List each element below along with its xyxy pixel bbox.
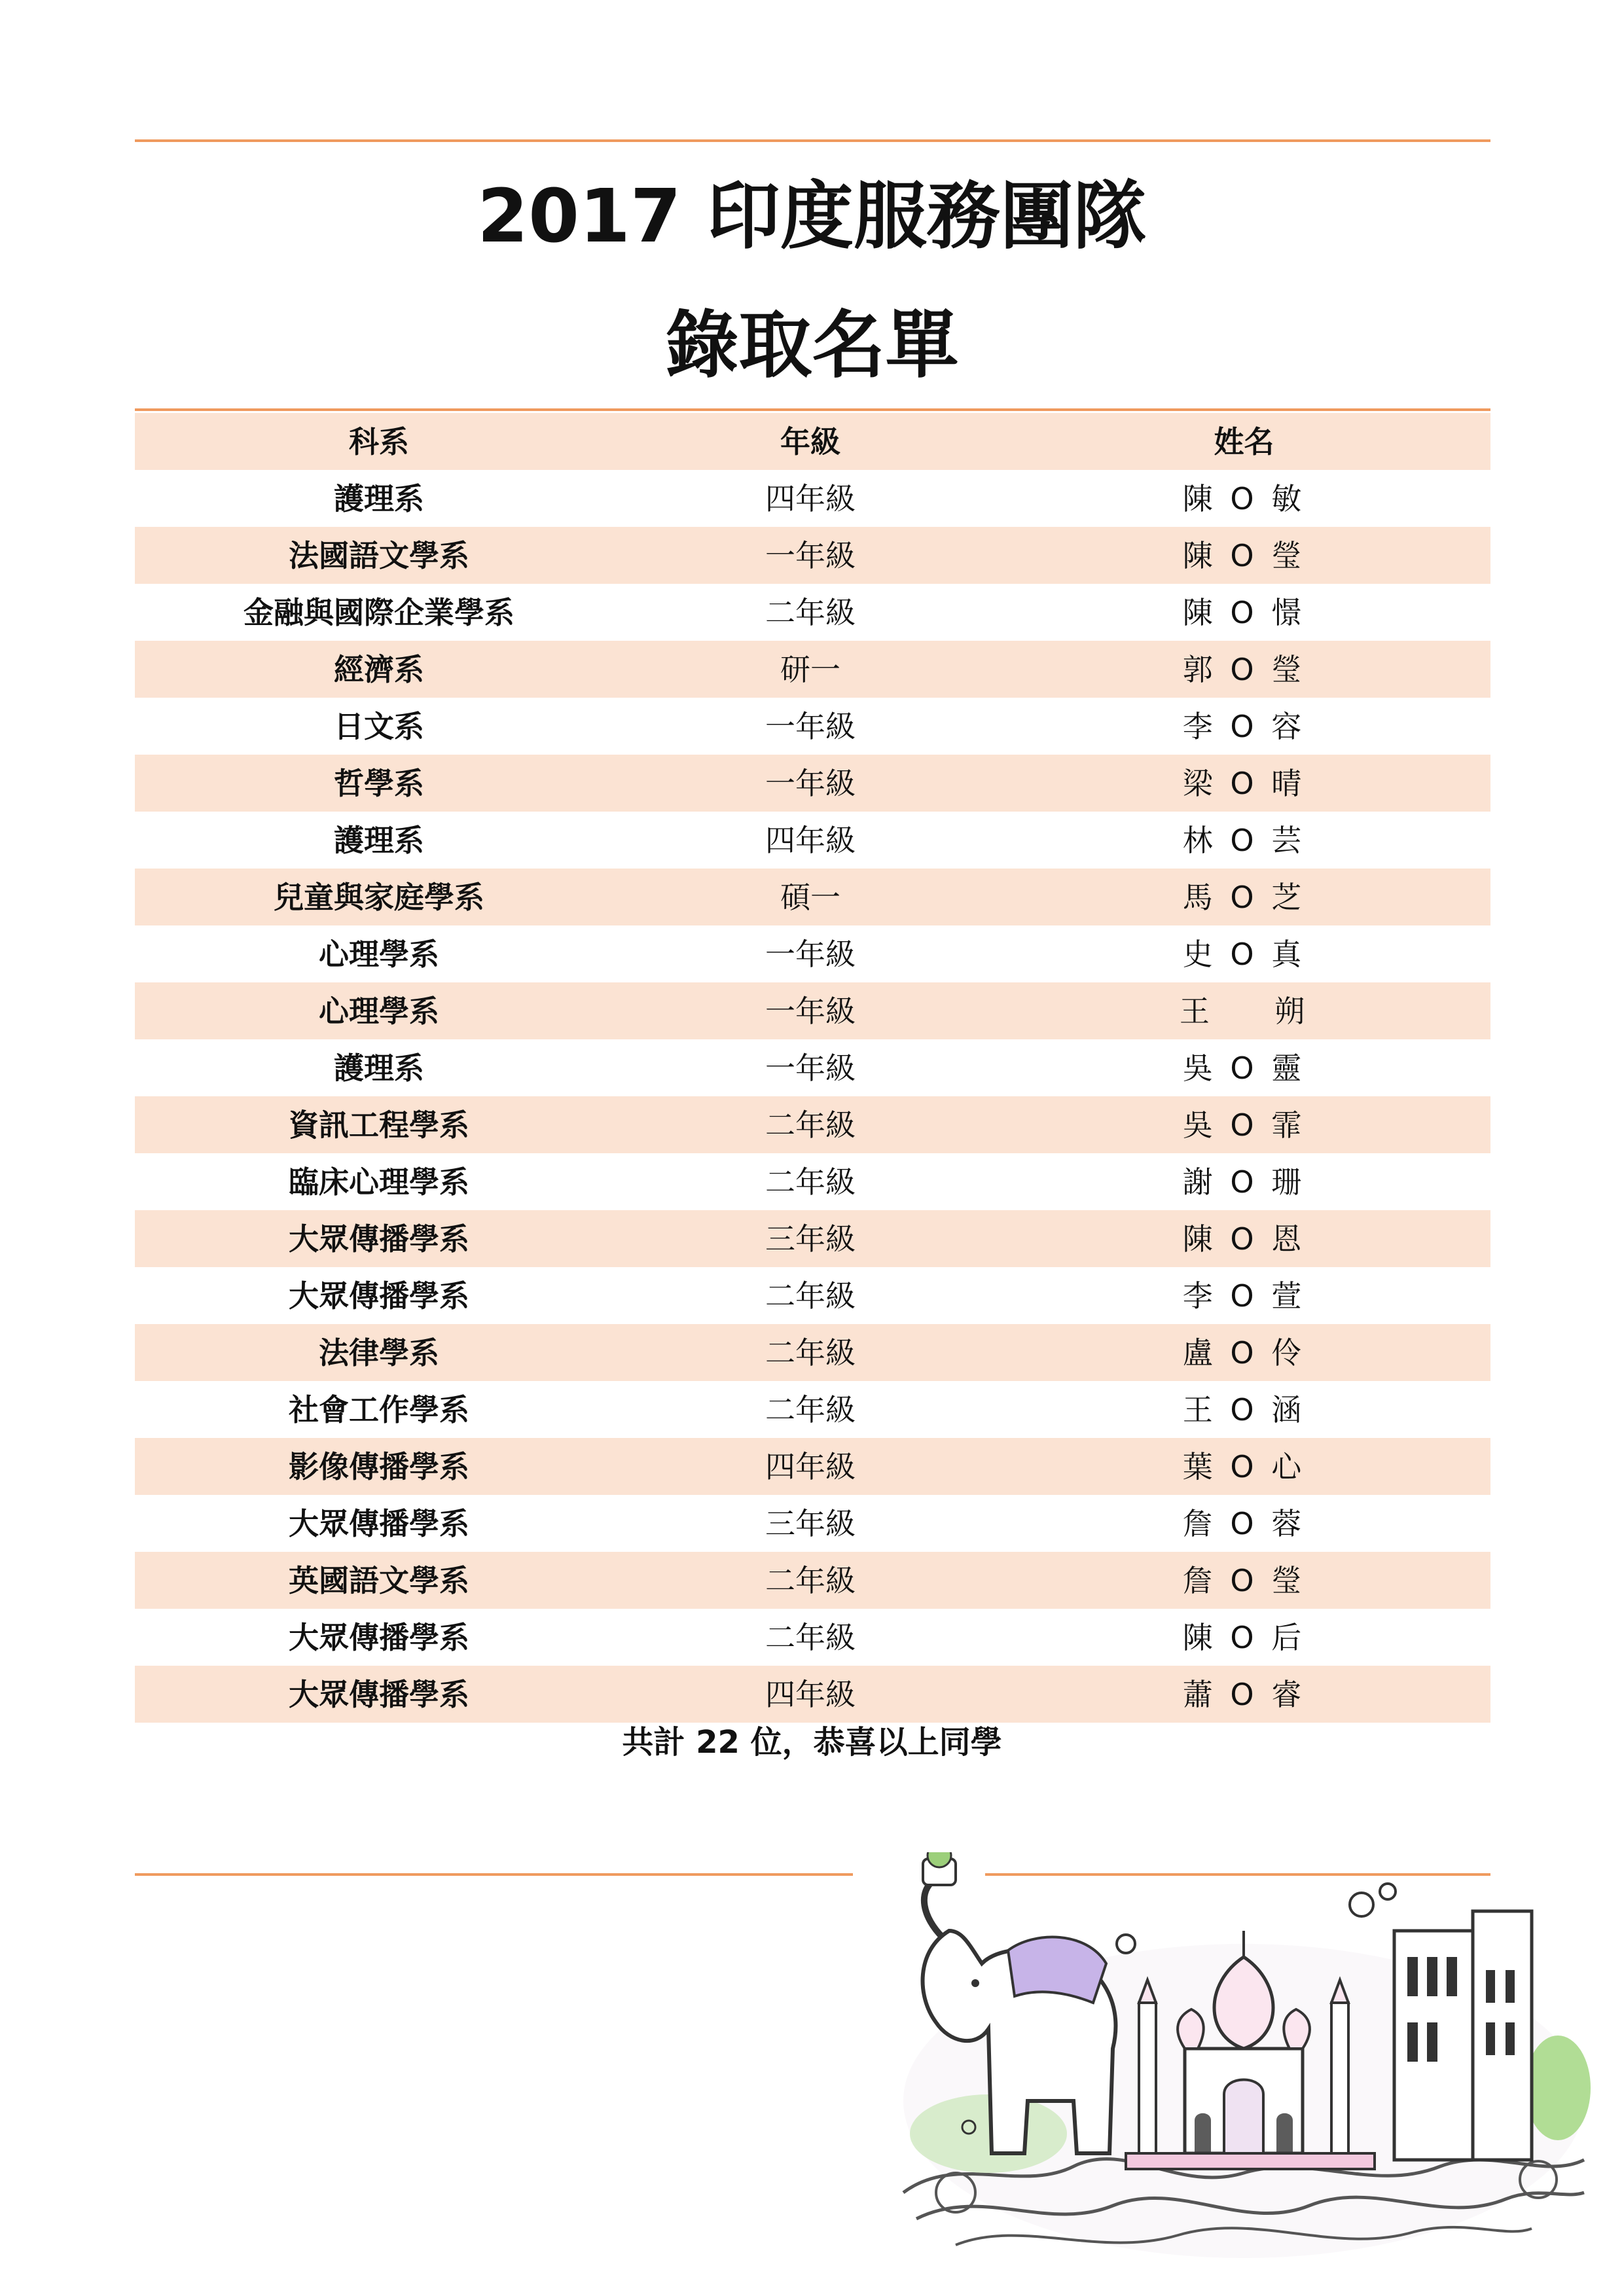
cell-department: 大眾傳播學系 xyxy=(289,1221,469,1257)
cell-department: 金融與國際企業學系 xyxy=(244,594,514,630)
table-row xyxy=(135,698,1490,755)
cell-grade: 二年級 xyxy=(765,1619,856,1655)
cell-name: 陳 O 瑩 xyxy=(1182,537,1306,573)
cell-grade: 二年級 xyxy=(765,1562,856,1598)
cell-name: 吳 O 霏 xyxy=(1182,1107,1306,1143)
cell-department: 臨床心理學系 xyxy=(289,1164,469,1200)
table-row xyxy=(135,527,1490,584)
table-row xyxy=(135,1552,1490,1609)
cell-department: 大眾傳播學系 xyxy=(289,1619,469,1655)
cell-name: 蕭 O 睿 xyxy=(1182,1676,1306,1712)
cell-grade: 二年級 xyxy=(765,1278,856,1314)
cell-grade: 一年級 xyxy=(765,708,856,744)
cell-name: 陳 O 恩 xyxy=(1182,1221,1306,1257)
cell-department: 大眾傳播學系 xyxy=(289,1676,469,1712)
cell-department: 日文系 xyxy=(334,708,424,744)
cell-name: 李 O 萱 xyxy=(1182,1278,1306,1314)
top-divider xyxy=(135,139,1490,142)
cell-department: 經濟系 xyxy=(334,651,424,687)
table-row xyxy=(135,641,1490,698)
table-top-divider xyxy=(135,408,1490,411)
cell-name: 葉 O 心 xyxy=(1182,1448,1306,1484)
cell-name: 陳 O 后 xyxy=(1182,1619,1306,1655)
cell-grade: 四年級 xyxy=(765,822,856,858)
table-row xyxy=(135,1039,1490,1096)
cell-grade: 一年級 xyxy=(765,993,856,1029)
cell-department: 資訊工程學系 xyxy=(289,1107,469,1143)
table-row xyxy=(135,584,1490,641)
cell-name: 陳 O 敏 xyxy=(1182,480,1306,516)
summary-text: 共計 22 位，恭喜以上同學 xyxy=(622,1724,1002,1761)
cell-grade: 二年級 xyxy=(765,594,856,630)
admission-table xyxy=(135,413,1490,1723)
cell-name: 郭 O 瑩 xyxy=(1182,651,1306,687)
page-title: 2017 印度服務團隊 xyxy=(477,174,1147,259)
table-row xyxy=(135,925,1490,982)
table-row xyxy=(135,1438,1490,1495)
table-row xyxy=(135,869,1490,925)
cell-department: 護理系 xyxy=(334,822,424,858)
cell-name: 吳 O 靈 xyxy=(1182,1050,1306,1086)
cell-department: 護理系 xyxy=(334,480,424,516)
table-row xyxy=(135,470,1490,527)
table-row xyxy=(135,982,1490,1039)
cell-grade: 三年級 xyxy=(765,1505,856,1541)
header-name: 姓名 xyxy=(1214,423,1274,459)
cell-name: 王 O 涵 xyxy=(1182,1391,1306,1427)
table-row xyxy=(135,755,1490,812)
cell-grade: 四年級 xyxy=(765,1676,856,1712)
cell-grade: 一年級 xyxy=(765,765,856,801)
cell-grade: 一年級 xyxy=(765,1050,856,1086)
cell-grade: 二年級 xyxy=(765,1107,856,1143)
cell-name: 陳 O 憬 xyxy=(1182,594,1306,630)
cell-name: 詹 O 蓉 xyxy=(1182,1505,1306,1541)
header-grade: 年級 xyxy=(780,423,840,459)
cell-name: 馬 O 芝 xyxy=(1182,879,1306,915)
bottom-divider-left xyxy=(135,1873,853,1876)
cell-grade: 研一 xyxy=(780,651,840,687)
cell-grade: 二年級 xyxy=(765,1164,856,1200)
table-row xyxy=(135,1324,1490,1381)
india-elephant-taj-mahal-illustration xyxy=(877,1852,1597,2271)
cell-name: 詹 O 瑩 xyxy=(1182,1562,1306,1598)
cell-department: 大眾傳播學系 xyxy=(289,1505,469,1541)
cell-department: 法國語文學系 xyxy=(289,537,469,573)
table-row xyxy=(135,1096,1490,1153)
table-row xyxy=(135,1666,1490,1723)
header-department: 科系 xyxy=(349,423,409,459)
table-row xyxy=(135,1495,1490,1552)
table-row xyxy=(135,1381,1490,1438)
cell-department: 英國語文學系 xyxy=(289,1562,469,1598)
cell-grade: 三年級 xyxy=(765,1221,856,1257)
table-row xyxy=(135,812,1490,869)
cell-name: 林 O 芸 xyxy=(1182,822,1306,858)
cell-name: 王 朔 xyxy=(1179,993,1309,1029)
cell-grade: 一年級 xyxy=(765,936,856,972)
cell-grade: 四年級 xyxy=(765,480,856,516)
cell-department: 心理學系 xyxy=(319,993,439,1029)
cell-name: 謝 O 珊 xyxy=(1182,1164,1306,1200)
cell-grade: 四年級 xyxy=(765,1448,856,1484)
cell-department: 心理學系 xyxy=(319,936,439,972)
cell-grade: 碩一 xyxy=(780,879,840,915)
cell-name: 李 O 容 xyxy=(1182,708,1306,744)
cell-grade: 二年級 xyxy=(765,1335,856,1371)
table-row xyxy=(135,1609,1490,1666)
table-body xyxy=(135,470,1490,1723)
cell-department: 哲學系 xyxy=(334,765,424,801)
cell-name: 盧 O 伶 xyxy=(1182,1335,1306,1371)
cell-name: 史 O 真 xyxy=(1182,936,1306,972)
cell-name: 梁 O 晴 xyxy=(1182,765,1306,801)
table-row xyxy=(135,1153,1490,1210)
cell-department: 法律學系 xyxy=(319,1335,439,1371)
cell-grade: 二年級 xyxy=(765,1391,856,1427)
table-header-row xyxy=(135,413,1490,470)
table-row xyxy=(135,1210,1490,1267)
page-subtitle: 錄取名單 xyxy=(665,303,959,388)
table-row xyxy=(135,1267,1490,1324)
cell-department: 影像傳播學系 xyxy=(289,1448,469,1484)
cell-department: 護理系 xyxy=(334,1050,424,1086)
cell-department: 大眾傳播學系 xyxy=(289,1278,469,1314)
cell-grade: 一年級 xyxy=(765,537,856,573)
cell-department: 社會工作學系 xyxy=(289,1391,469,1427)
cell-department: 兒童與家庭學系 xyxy=(274,879,484,915)
